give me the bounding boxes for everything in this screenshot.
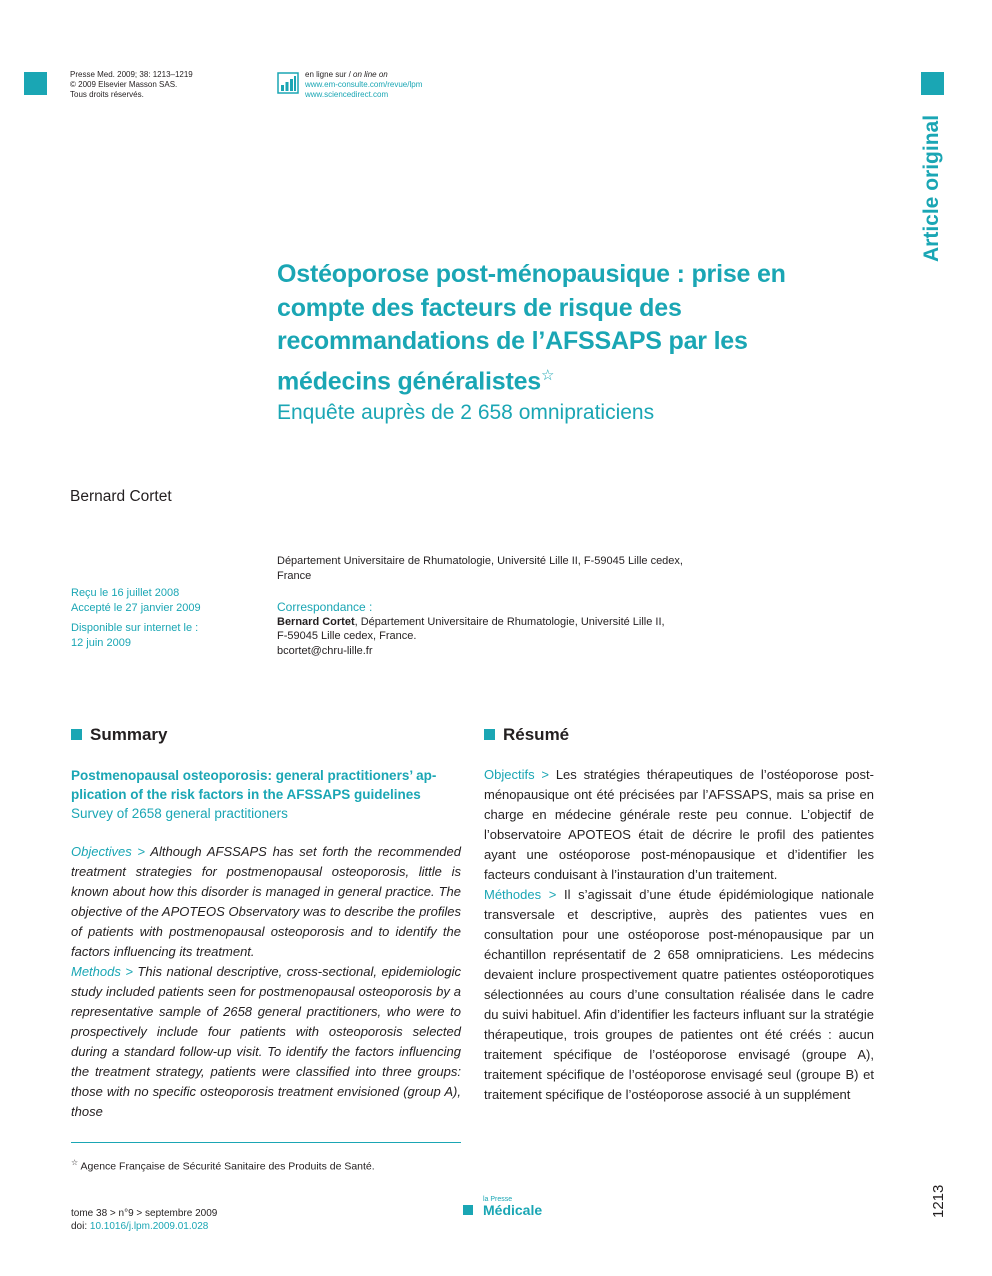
article-subtitle: Enquête auprès de 2 658 omnipraticiens: [277, 401, 655, 424]
sciencedirect-link[interactable]: www.sciencedirect.com: [305, 90, 389, 99]
footer-issue: tome 38 > n°9 > septembre 2009 doi: 10.1016/j.lpm.2009.01.028: [71, 1208, 218, 1232]
affiliation: Département Universitaire de Rhumatologie, Université Lille II, F-59045 Lille cedex, France: [277, 555, 683, 582]
footer-square: [463, 1205, 473, 1215]
summary-heading: Summary: [71, 725, 167, 745]
logo-small-text: la Presse: [483, 1196, 513, 1203]
correspondence: Correspondance : Bernard Cortet, Département Universitaire de Rhumatologie, Université Lille II, F-59045 Lille cedex, France. bcortet@chru-lille.fr: [277, 600, 697, 658]
summary-title-block: Postmenopausal osteoporosis: general practitioners’ ap- plication of the risk factors in the AFSSAPS guidelines Survey of 2658 general practitioners: [71, 768, 437, 821]
doi-link[interactable]: 10.1016/j.lpm.2009.01.028: [89, 1221, 209, 1232]
article-title: Ostéoporose post-ménopausique : prise en compte des facteurs de risque des recommandations de l’AFSSAPS par les médecins généralistes☆: [277, 260, 786, 395]
dates: [71, 586, 201, 650]
resume-methodes: Méthodes > Il s’agissait d’une étude épidémiologique nationale transversale et descriptive, auprès des patientes vues en consultation pour une ostéoporose post-ménopausique par un échantillon représentatif de 2 658 omnipraticiens. Les médecins devaient inclure prospectivement quatre patientes ostéoporotiques sélectionnées au cours d’une consultation réalisée dans le cadre du suivi habituel. Afin d’identifier les facteurs influant sur la stratégie thérapeutique, trois groupes de patientes ont été créés : aucun traitement spécifique de l’ostéoporose envisagé (groupe A), traitement spécifique de l’ostéoporose envisagé seul (groupe B) et traitement spécifique de l’ostéoporose associé à un supplément: [484, 887, 874, 1102]
footnote: ☆ Agence Française de Sécurité Sanitaire des Produits de Santé.: [71, 1158, 375, 1173]
online-date: 12 juin 2009: [71, 636, 131, 649]
heading-square-icon: [71, 729, 82, 740]
correspondence-email[interactable]: bcortet@chru-lille.fr: [277, 644, 373, 657]
accepted-date: Accepté le 27 janvier 2009: [71, 601, 201, 614]
resume-objectifs: Objectifs > Les stratégies thérapeutiques de l’ostéoporose post-ménopausique ont été précisées par l’AFSSAPS, mais sa prise en charge en médecine générale reste peu connue. L’objectif de l’observatoire APOTEOS était de décrire le profil des patientes ayant une ostéoporose post-ménopausique et d’identifier les facteurs conduisant à l’instauration d’un traitement.: [484, 767, 874, 882]
resume-heading: Résumé: [484, 725, 569, 745]
corner-square-right: [921, 72, 944, 95]
footnote-divider: [71, 1142, 461, 1143]
online-date-label: Disponible sur internet le :: [71, 622, 199, 634]
title-footnote-star[interactable]: ☆: [541, 366, 555, 384]
journal-citation: Presse Med. 2009; 38: 1213–1219 © 2009 Elsevier Masson SAS. Tous droits réservés.: [70, 70, 193, 99]
logo-big-text: Médicale: [483, 1202, 543, 1218]
summary-objectives: Objectives > Although AFSSAPS has set forth the recommended treatment strategies for postmenopausal osteoporosis, little is known about how this disorder is managed in general practice. The objective of the APOTEOS Observatory was to describe the profiles of patients with postmenopausal osteoporosis and to identify the factors influencing its treatment.: [71, 844, 461, 959]
journal-logo: [483, 1196, 542, 1217]
corner-square-left: [24, 72, 47, 95]
online-links: en ligne sur / on line on www.em-consulte.com/revue/lpm www.sciencedirect.com: [305, 70, 423, 99]
correspondence-label: Correspondance :: [277, 600, 373, 614]
author-name: Bernard Cortet: [70, 488, 172, 505]
received-date: Reçu le 16 juillet 2008: [71, 587, 180, 599]
resume-abstract: [484, 765, 874, 1105]
article-type-label: Article original: [920, 114, 943, 262]
online-chart-icon: [277, 72, 299, 94]
em-consulte-link[interactable]: www.em-consulte.com/revue/lpm: [305, 80, 423, 89]
page-number: 1213: [930, 1184, 947, 1218]
summary-abstract: [71, 842, 461, 1122]
summary-methods: Methods > This national descriptive, cross-sectional, epidemiologic study included patients seen for postmenopausal osteoporosis by a representative sample of 2658 general practitioners, who were to prospectively include four patients with osteoporosis selected during a standard follow-up visit. To identify the factors influencing the treatment strategy, patients were classified into three groups: those with no specific osteoporosis treatment envisioned (group A), those: [71, 964, 461, 1119]
heading-square-icon: [484, 729, 495, 740]
